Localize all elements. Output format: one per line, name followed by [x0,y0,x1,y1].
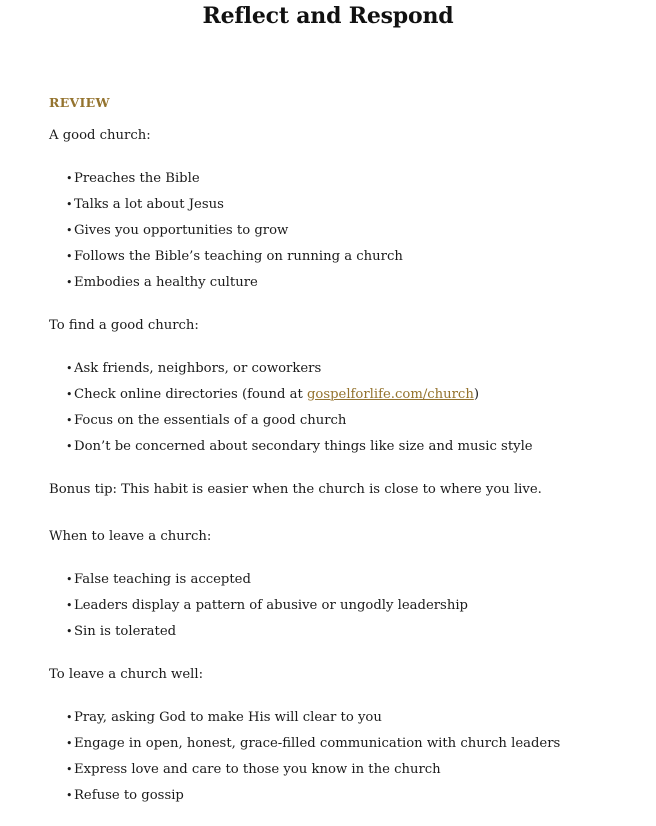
bullet-icon: • [66,172,73,185]
bullet-icon: • [66,625,73,638]
list-item: • Follows the Bible’s teaching on running a church [49,244,629,270]
list-item: • Leaders display a pattern of abusive or ungodly leadership [49,593,629,619]
bullet-icon: • [66,276,73,289]
list-item: • Sin is tolerated [49,619,629,645]
bullet-icon: • [66,573,73,586]
good-church-intro: A good church: [49,128,151,143]
leave-well-list [49,705,629,809]
list-item: • Engage in open, honest, grace-filled communication with church leaders [49,731,629,757]
bullet-icon: • [66,737,73,750]
list-item: • Pray, asking God to make His will clear to you [49,705,629,731]
bullet-icon: • [66,711,73,724]
page-title: Reflect and Respond [202,3,454,29]
bullet-icon: • [66,414,73,427]
review-section-label: REVIEW [49,95,110,110]
bullet-icon: • [66,388,73,401]
bullet-icon: • [66,362,73,375]
list-item: • Talks a lot about Jesus [49,192,629,218]
bullet-icon: • [66,198,73,211]
list-item: • False teaching is accepted [49,567,629,593]
bullet-icon: • [66,440,73,453]
when-leave-intro: When to leave a church: [49,529,212,544]
directory-link[interactable]: gospelforlife.com/church [306,387,474,402]
bullet-icon: • [66,224,73,237]
list-item: • Ask friends, neighbors, or coworkers [49,356,629,382]
list-item: • Focus on the essentials of a good church [49,408,629,434]
list-item: • Don’t be concerned about secondary things like size and music style [49,434,629,460]
list-item: • Refuse to gossip [49,783,629,809]
bullet-icon: • [66,763,73,776]
find-church-list [49,356,629,460]
good-church-list [49,166,629,296]
bullet-icon: • [66,789,73,802]
bonus-tip: Bonus tip: This habit is easier when the church is close to where you live. [49,482,542,497]
find-church-intro: To find a good church: [49,318,199,333]
list-item: • Preaches the Bible [49,166,629,192]
bullet-icon: • [66,599,73,612]
bullet-icon: • [66,250,73,263]
when-leave-list [49,567,629,645]
leave-well-intro: To leave a church well: [49,667,204,682]
list-item: • Express love and care to those you know in the church [49,757,629,783]
list-item: • Check online directories (found at gospelforlife.com/church) [49,382,629,408]
list-item: • Gives you opportunities to grow [49,218,629,244]
document-body [49,92,629,826]
list-item: • Embodies a healthy culture [49,270,629,296]
